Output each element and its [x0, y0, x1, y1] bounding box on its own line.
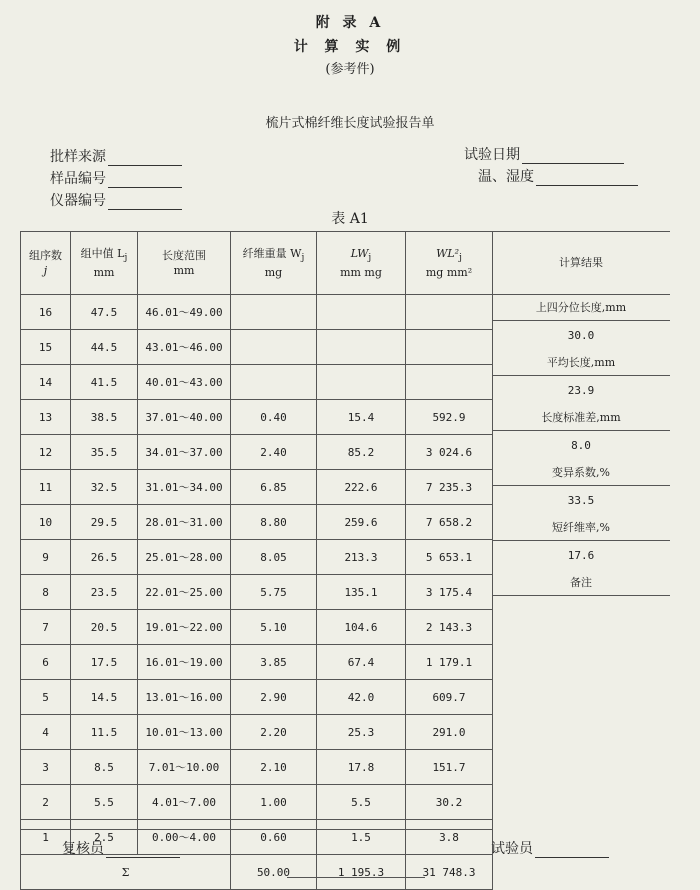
- cell-wl2: [406, 365, 493, 400]
- cell-weight: 8.05: [231, 540, 317, 575]
- cell-group: 7: [21, 610, 71, 645]
- cell-mid: 26.5: [71, 540, 138, 575]
- table-row: [21, 470, 493, 505]
- cell-group: 9: [21, 540, 71, 575]
- table-header-row: [21, 232, 493, 295]
- cell-wl2: 609.7: [406, 680, 493, 715]
- table-row: [21, 540, 493, 575]
- cell-group: 1: [21, 820, 71, 855]
- result-label: 短纤维率,%: [492, 515, 670, 541]
- reviewer-field: [62, 838, 180, 858]
- instrument-no-field: [50, 190, 182, 210]
- cell-range: 7.01～10.00: [138, 750, 231, 785]
- cell-mid: 14.5: [71, 680, 138, 715]
- cell-wl2: 7 658.2: [406, 505, 493, 540]
- tester-field: [491, 838, 609, 858]
- page-title: 计 算 实 例: [293, 39, 407, 55]
- cell-wl2: 151.7: [406, 750, 493, 785]
- sum-row: [21, 855, 493, 890]
- sum-lw: 1 195.3: [317, 855, 406, 890]
- table-row: [21, 505, 493, 540]
- cell-lw: [317, 330, 406, 365]
- cell-range: 34.01～37.00: [138, 435, 231, 470]
- test-date-label: 试验日期: [464, 147, 520, 163]
- cell-range: 0.00～4.00: [138, 820, 231, 855]
- cell-group: 16: [21, 295, 71, 330]
- cell-wl2: 7 235.3: [406, 470, 493, 505]
- cell-group: 8: [21, 575, 71, 610]
- cell-lw: 222.6: [317, 470, 406, 505]
- cell-range: 4.01～7.00: [138, 785, 231, 820]
- result-value: 30.0: [567, 329, 595, 342]
- result-value: 8.0: [571, 439, 591, 452]
- cell-range: 40.01～43.00: [138, 365, 231, 400]
- cell-lw: 25.3: [317, 715, 406, 750]
- sample-no-blank: [108, 173, 182, 188]
- temp-humidity-blank: [536, 171, 638, 186]
- table-row: [21, 435, 493, 470]
- cell-mid: 38.5: [71, 400, 138, 435]
- result-label: 平均长度,mm: [492, 350, 670, 376]
- cell-mid: 8.5: [71, 750, 138, 785]
- test-date-blank: [522, 149, 624, 164]
- tester-label: 试验员: [491, 841, 533, 857]
- result-label: 长度标准差,mm: [492, 405, 670, 431]
- sample-no-field: [50, 168, 182, 188]
- table-row: [21, 645, 493, 680]
- table-row: [21, 330, 493, 365]
- sum-wl2: 31 748.3: [406, 855, 493, 890]
- table-row: [21, 400, 493, 435]
- cell-mid: 35.5: [71, 435, 138, 470]
- cell-lw: 42.0: [317, 680, 406, 715]
- cell-group: 12: [21, 435, 71, 470]
- cell-weight: [231, 295, 317, 330]
- cell-wl2: 291.0: [406, 715, 493, 750]
- result-value: 17.6: [567, 549, 595, 562]
- cell-range: 31.01～34.00: [138, 470, 231, 505]
- cell-range: 22.01～25.00: [138, 575, 231, 610]
- cell-wl2: 30.2: [406, 785, 493, 820]
- cell-lw: 15.4: [317, 400, 406, 435]
- cell-weight: [231, 330, 317, 365]
- cell-group: 4: [21, 715, 71, 750]
- cell-lw: 1.5: [317, 820, 406, 855]
- cell-range: 37.01～40.00: [138, 400, 231, 435]
- table-caption: 表 A1: [331, 211, 369, 227]
- table-row: [21, 610, 493, 645]
- tester-blank: [535, 843, 609, 858]
- cell-mid: 20.5: [71, 610, 138, 645]
- cell-lw: 259.6: [317, 505, 406, 540]
- cell-range: 43.01～46.00: [138, 330, 231, 365]
- report-title: 梳片式棉纤维长度试验报告单: [265, 116, 435, 131]
- col-header-mid: 组中值 $L_j$ mm: [71, 232, 138, 295]
- col-header-lw: $LW_j$ mm mg: [317, 232, 406, 295]
- cell-range: 25.01～28.00: [138, 540, 231, 575]
- table-row: [21, 575, 493, 610]
- cell-weight: 3.85: [231, 645, 317, 680]
- temp-humidity-label: 温、湿度: [478, 169, 534, 185]
- cell-mid: 11.5: [71, 715, 138, 750]
- cell-wl2: 5 653.1: [406, 540, 493, 575]
- result-value: 33.5: [567, 494, 595, 507]
- sum-weight: 50.00: [231, 855, 317, 890]
- result-label: 变异系数,%: [492, 460, 670, 486]
- cell-mid: 29.5: [71, 505, 138, 540]
- results-panel: [492, 231, 670, 625]
- table-row: [21, 785, 493, 820]
- result-label: 上四分位长度,mm: [492, 295, 670, 321]
- cell-range: 19.01～22.00: [138, 610, 231, 645]
- cell-weight: 0.40: [231, 400, 317, 435]
- cell-weight: 1.00: [231, 785, 317, 820]
- page-foot-rule: [287, 877, 425, 878]
- cell-mid: 5.5: [71, 785, 138, 820]
- data-table: [20, 231, 493, 890]
- cell-weight: 6.85: [231, 470, 317, 505]
- table-row: [21, 750, 493, 785]
- cell-mid: 2.5: [71, 820, 138, 855]
- cell-lw: 85.2: [317, 435, 406, 470]
- cell-wl2: 2 143.3: [406, 610, 493, 645]
- cell-mid: 41.5: [71, 365, 138, 400]
- temp-humidity-field: [478, 166, 638, 186]
- cell-range: 16.01～19.00: [138, 645, 231, 680]
- cell-weight: 2.20: [231, 715, 317, 750]
- cell-group: 15: [21, 330, 71, 365]
- cell-mid: 17.5: [71, 645, 138, 680]
- cell-lw: [317, 365, 406, 400]
- test-date-field: [464, 144, 624, 164]
- cell-wl2: 592.9: [406, 400, 493, 435]
- result-label: 备注: [492, 570, 670, 596]
- cell-weight: 0.60: [231, 820, 317, 855]
- table-row: [21, 680, 493, 715]
- col-header-group: 组序数 j: [21, 232, 71, 295]
- results-heading: 计算结果: [492, 231, 670, 295]
- cell-weight: 5.10: [231, 610, 317, 645]
- cell-lw: 213.3: [317, 540, 406, 575]
- sample-no-label: 样品编号: [50, 171, 106, 187]
- cell-wl2: 3 175.4: [406, 575, 493, 610]
- col-header-wl2: $WL^2_j$ mg mm²: [406, 232, 493, 295]
- cell-range: 13.01～16.00: [138, 680, 231, 715]
- cell-mid: 47.5: [71, 295, 138, 330]
- batch-source-field: [50, 146, 182, 166]
- cell-range: 46.01～49.00: [138, 295, 231, 330]
- cell-lw: 5.5: [317, 785, 406, 820]
- cell-group: 3: [21, 750, 71, 785]
- cell-weight: 2.40: [231, 435, 317, 470]
- cell-group: 6: [21, 645, 71, 680]
- table-bottom-rule: [20, 829, 492, 830]
- cell-weight: 2.10: [231, 750, 317, 785]
- cell-lw: [317, 295, 406, 330]
- col-header-weight: 纤维重量 $W_j$ mg: [231, 232, 317, 295]
- result-value: [492, 596, 670, 625]
- table-row: [21, 365, 493, 400]
- cell-weight: 8.80: [231, 505, 317, 540]
- reviewer-blank: [106, 843, 180, 858]
- cell-wl2: 3 024.6: [406, 435, 493, 470]
- cell-group: 14: [21, 365, 71, 400]
- batch-source-label: 批样来源: [50, 149, 106, 165]
- result-value: 23.9: [567, 384, 595, 397]
- cell-range: 10.01～13.00: [138, 715, 231, 750]
- cell-group: 11: [21, 470, 71, 505]
- batch-source-blank: [108, 151, 182, 166]
- cell-lw: 135.1: [317, 575, 406, 610]
- table-row: [21, 715, 493, 750]
- cell-wl2: [406, 330, 493, 365]
- cell-weight: [231, 365, 317, 400]
- cell-wl2: [406, 295, 493, 330]
- appendix-label: 附 录 A: [315, 15, 385, 31]
- sum-label: Σ: [21, 855, 231, 890]
- cell-group: 10: [21, 505, 71, 540]
- cell-weight: 2.90: [231, 680, 317, 715]
- reviewer-label: 复核员: [62, 841, 104, 857]
- cell-group: 2: [21, 785, 71, 820]
- cell-group: 5: [21, 680, 71, 715]
- instrument-no-label: 仪器编号: [50, 193, 106, 209]
- page-subtitle: (参考件): [325, 62, 375, 77]
- cell-wl2: 1 179.1: [406, 645, 493, 680]
- cell-lw: 104.6: [317, 610, 406, 645]
- cell-mid: 23.5: [71, 575, 138, 610]
- cell-lw: 17.8: [317, 750, 406, 785]
- cell-mid: 32.5: [71, 470, 138, 505]
- cell-mid: 44.5: [71, 330, 138, 365]
- cell-wl2: 3.8: [406, 820, 493, 855]
- table-row: [21, 295, 493, 330]
- cell-group: 13: [21, 400, 71, 435]
- cell-range: 28.01～31.00: [138, 505, 231, 540]
- cell-weight: 5.75: [231, 575, 317, 610]
- col-header-range: 长度范围 mm: [138, 232, 231, 295]
- cell-lw: 67.4: [317, 645, 406, 680]
